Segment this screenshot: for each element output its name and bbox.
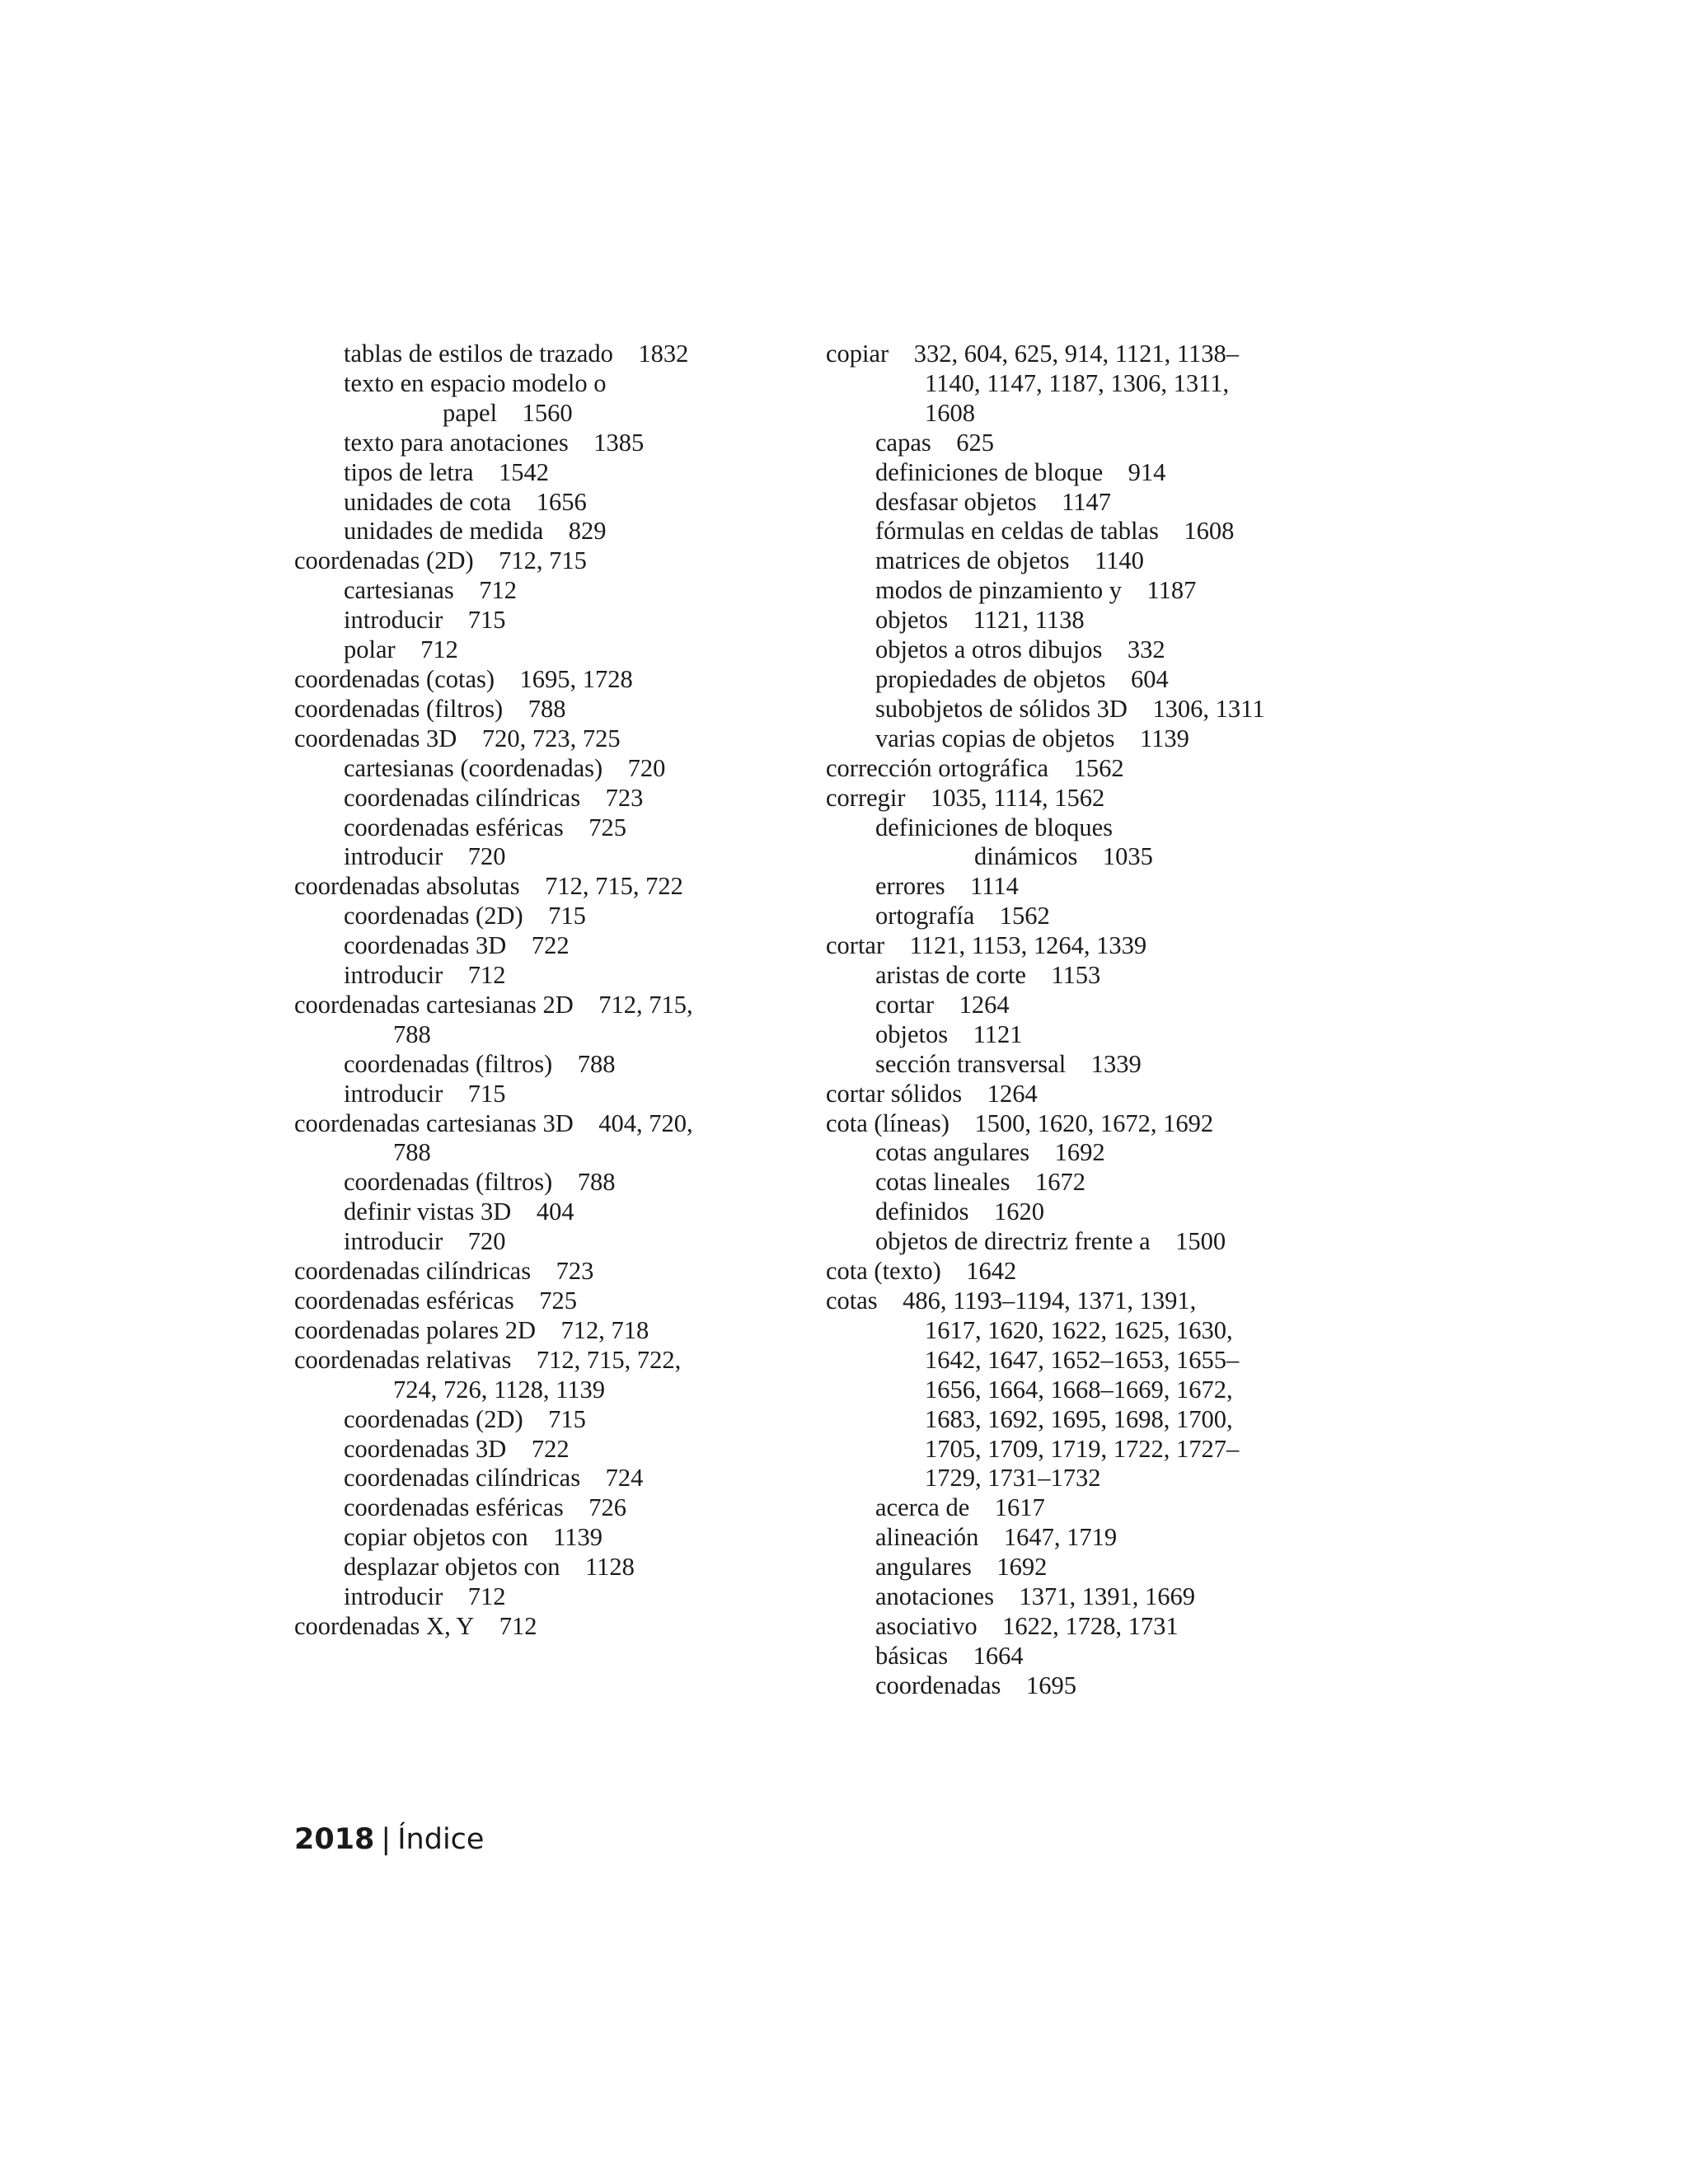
entry-term: cotas angulares — [875, 1138, 1030, 1167]
entry-page-refs: 712 — [499, 1611, 537, 1640]
entry-term: corrección ortográfica — [826, 753, 1049, 782]
index-subentry — [294, 813, 781, 843]
entry-term: introducir — [344, 961, 443, 990]
index-entry — [826, 1286, 1320, 1316]
entry-term: coordenadas esféricas — [344, 1493, 564, 1522]
index-continuation — [826, 842, 1320, 872]
index-entry — [826, 340, 1320, 369]
entry-term: cortar — [875, 990, 935, 1019]
index-subentry — [294, 517, 781, 546]
entry-term: cotas lineales — [875, 1168, 1010, 1197]
entry-term: coordenadas (2D) — [344, 902, 523, 930]
index-subentry — [826, 1168, 1320, 1197]
entry-page-refs: 720 — [467, 1227, 506, 1256]
entry-term: introducir — [344, 842, 443, 871]
entry-page-refs: 726 — [588, 1493, 626, 1522]
entry-page-refs: 1695 — [1025, 1671, 1076, 1699]
entry-term: ortografía — [875, 902, 975, 930]
entry-page-refs: 1608 — [1184, 517, 1235, 546]
entry-page-refs: 1139 — [553, 1523, 603, 1552]
entry-page-refs: 712, 715, 722, — [536, 1345, 682, 1374]
entry-term: unidades de cota — [344, 487, 512, 516]
index-entry — [294, 546, 781, 576]
entry-term: varias copias de objetos — [875, 724, 1115, 752]
entry-term: copiar — [826, 340, 889, 368]
entry-page-refs: 1121, 1153, 1264, 1339 — [909, 931, 1147, 960]
entry-page-refs: 1500 — [1175, 1227, 1226, 1256]
entry-page-refs: 715 — [467, 1079, 506, 1108]
entry-term: texto en espacio modelo o — [344, 368, 607, 397]
entry-page-refs: 1542 — [499, 457, 550, 486]
index-continuation — [826, 1376, 1320, 1405]
entry-page-refs: 1264 — [959, 990, 1010, 1019]
entry-term: unidades de medida — [344, 517, 544, 546]
entry-term: angulares — [875, 1553, 972, 1582]
entry-term: polar — [344, 635, 396, 664]
entry-page-refs: 486, 1193–1194, 1371, 1391, — [903, 1286, 1197, 1315]
index-subentry — [826, 1050, 1320, 1080]
entry-page-refs: 1147 — [1062, 487, 1112, 516]
index-subentry — [826, 813, 1320, 843]
index-subentry — [294, 606, 781, 635]
index-subentry — [826, 429, 1320, 458]
entry-term: fórmulas en celdas de tablas — [875, 517, 1159, 546]
entry-term: coordenadas 3D — [344, 1434, 507, 1463]
entry-page-refs: 1035, 1114, 1562 — [931, 783, 1105, 812]
index-subentry — [294, 784, 781, 813]
index-entry — [294, 1286, 781, 1316]
entry-term: tablas de estilos de trazado — [344, 340, 613, 368]
index-subentry — [826, 724, 1320, 754]
entry-term: coordenadas cartesianas 3D — [294, 1108, 574, 1137]
entry-page-refs: 788 — [393, 1138, 431, 1167]
footer-separator: | — [381, 1823, 392, 1856]
index-subentry — [294, 754, 781, 784]
index-subentry — [294, 902, 781, 931]
entry-term: capas — [875, 428, 931, 457]
page-footer — [294, 1823, 484, 1856]
entry-page-refs: 712 — [467, 961, 506, 990]
index-subentry — [826, 576, 1320, 606]
entry-page-refs: 715 — [548, 1404, 586, 1433]
entry-page-refs: 1695, 1728 — [519, 664, 633, 693]
index-subentry — [826, 695, 1320, 724]
entry-page-refs: 332 — [1127, 635, 1165, 664]
index-subentry — [294, 1464, 781, 1493]
entry-page-refs: 1187 — [1146, 576, 1197, 605]
entry-page-refs: 788 — [393, 1019, 431, 1048]
entry-term: coordenadas (cotas) — [294, 664, 495, 693]
entry-page-refs: 1622, 1728, 1731 — [1002, 1611, 1179, 1640]
index-entry — [294, 1257, 781, 1286]
index-subentry — [826, 1582, 1320, 1612]
entry-term: coordenadas (filtros) — [344, 1168, 553, 1197]
index-subentry — [294, 1553, 781, 1582]
entry-term: dinámicos — [974, 842, 1078, 871]
index-subentry — [294, 842, 781, 872]
index-continuation — [826, 369, 1320, 399]
entry-term: definiciones de bloques — [875, 813, 1113, 841]
entry-page-refs: 1729, 1731–1732 — [925, 1464, 1101, 1493]
entry-page-refs: 1672 — [1034, 1168, 1085, 1197]
entry-page-refs: 1705, 1709, 1719, 1722, 1727– — [925, 1434, 1240, 1463]
entry-page-refs: 1339 — [1090, 1049, 1142, 1078]
entry-page-refs: 788 — [528, 694, 566, 723]
index-continuation — [826, 1405, 1320, 1435]
entry-page-refs: 712, 715 — [499, 546, 587, 575]
index-entry — [826, 1257, 1320, 1286]
index-subentry — [294, 961, 781, 991]
entry-term: coordenadas esféricas — [294, 1286, 514, 1315]
entry-term: desfasar objetos — [875, 487, 1037, 516]
entry-page-refs: 725 — [539, 1286, 577, 1315]
entry-page-refs: 1264 — [987, 1079, 1038, 1108]
entry-term: objetos — [875, 1019, 949, 1048]
index-subentry — [294, 340, 781, 369]
index-subentry — [294, 429, 781, 458]
entry-page-refs: 1500, 1620, 1672, 1692 — [974, 1108, 1214, 1137]
index-continuation — [826, 399, 1320, 429]
entry-term: coordenadas X, Y — [294, 1611, 475, 1640]
index-subentry — [826, 1493, 1320, 1523]
entry-term: introducir — [344, 606, 443, 635]
entry-term: coordenadas cilíndricas — [344, 783, 581, 812]
index-entry — [294, 665, 781, 695]
entry-term: coordenadas esféricas — [344, 813, 564, 841]
index-continuation — [294, 1020, 781, 1050]
entry-term: coordenadas cilíndricas — [344, 1464, 581, 1493]
entry-term: coordenadas relativas — [294, 1345, 512, 1374]
entry-term: coordenadas 3D — [344, 931, 507, 960]
entry-page-refs: 722 — [531, 1434, 570, 1463]
entry-term: errores — [875, 872, 945, 901]
page-number: 2018 — [294, 1823, 375, 1856]
entry-term: coordenadas 3D — [294, 724, 457, 752]
entry-term: coordenadas (filtros) — [294, 694, 504, 723]
index-subentry — [294, 488, 781, 518]
index-subentry — [294, 1050, 781, 1080]
entry-term: cortar sólidos — [826, 1079, 963, 1108]
entry-page-refs: 1121 — [973, 1019, 1023, 1048]
entry-term: introducir — [344, 1582, 443, 1611]
index-entry — [294, 1316, 781, 1346]
entry-page-refs: 1306, 1311 — [1152, 694, 1265, 723]
entry-page-refs: 1620 — [994, 1197, 1045, 1226]
entry-page-refs: 1692 — [996, 1553, 1048, 1582]
entry-term: definiciones de bloque — [875, 457, 1104, 486]
entry-page-refs: 724 — [605, 1464, 644, 1493]
entry-page-refs: 1656 — [536, 487, 587, 516]
index-subentry — [294, 1493, 781, 1523]
index-subentry — [826, 517, 1320, 546]
entry-page-refs: 720, 723, 725 — [481, 724, 621, 752]
entry-page-refs: 720 — [467, 842, 506, 871]
entry-term: básicas — [875, 1641, 949, 1670]
entry-page-refs: 1664 — [973, 1641, 1024, 1670]
index-subentry — [826, 1020, 1320, 1050]
entry-page-refs: 1562 — [999, 902, 1050, 930]
index-entry — [294, 872, 781, 902]
entry-term: coordenadas (2D) — [344, 1404, 523, 1433]
entry-page-refs: 1139 — [1140, 724, 1189, 752]
entry-term: asociativo — [875, 1611, 978, 1640]
entry-page-refs: 722 — [531, 931, 570, 960]
index-entry — [826, 931, 1320, 961]
index-subentry — [826, 1612, 1320, 1642]
index-entry — [294, 991, 781, 1020]
entry-page-refs: 332, 604, 625, 914, 1121, 1138– — [913, 340, 1239, 368]
entry-term: propiedades de objetos — [875, 664, 1106, 693]
entry-term: modos de pinzamiento y — [875, 576, 1123, 605]
entry-page-refs: 1562 — [1073, 753, 1124, 782]
entry-term: anotaciones — [875, 1582, 994, 1611]
index-subentry — [294, 458, 781, 488]
index-subentry — [826, 1197, 1320, 1227]
entry-term: cota (líneas) — [826, 1108, 950, 1137]
entry-term: copiar objetos con — [344, 1523, 528, 1552]
entry-page-refs: 829 — [568, 517, 607, 546]
index-subentry — [826, 991, 1320, 1020]
index-subentry — [826, 1227, 1320, 1257]
entry-page-refs: 725 — [588, 813, 626, 841]
entry-term: coordenadas (filtros) — [344, 1049, 553, 1078]
entry-page-refs: 625 — [956, 428, 994, 457]
entry-page-refs: 715 — [548, 902, 586, 930]
index-subentry — [294, 1227, 781, 1257]
entry-term: objetos de directriz frente a — [875, 1227, 1151, 1256]
entry-page-refs: 1140, 1147, 1187, 1306, 1311, — [925, 368, 1230, 397]
entry-term: coordenadas cilíndricas — [294, 1257, 532, 1286]
entry-page-refs: 788 — [577, 1049, 616, 1078]
entry-page-refs: 1617, 1620, 1622, 1625, 1630, — [925, 1315, 1233, 1344]
entry-term: texto para anotaciones — [344, 428, 569, 457]
entry-term: cartesianas — [344, 576, 454, 605]
entry-page-refs: 1692 — [1054, 1138, 1105, 1167]
entry-page-refs: 1153 — [1051, 961, 1101, 990]
entry-page-refs: 720 — [627, 753, 666, 782]
entry-term: coordenadas (2D) — [294, 546, 474, 575]
entry-term: matrices de objetos — [875, 546, 1070, 575]
entry-page-refs: 1832 — [638, 340, 689, 368]
index-entry — [294, 1612, 781, 1642]
index-continuation — [826, 1316, 1320, 1346]
index-subentry — [826, 635, 1320, 665]
index-entry — [826, 1080, 1320, 1109]
index-subentry — [826, 458, 1320, 488]
index-subentry — [826, 872, 1320, 902]
entry-term: desplazar objetos con — [344, 1553, 560, 1582]
index-subentry — [294, 1080, 781, 1109]
index-subentry — [294, 635, 781, 665]
index-subentry — [826, 1553, 1320, 1582]
entry-page-refs: 914 — [1128, 457, 1166, 486]
entry-term: coordenadas — [875, 1671, 1001, 1699]
index-continuation — [826, 1346, 1320, 1376]
entry-term: sección transversal — [875, 1049, 1067, 1078]
entry-term: alineación — [875, 1523, 979, 1552]
entry-page-refs: 604 — [1131, 664, 1169, 693]
entry-page-refs: 723 — [556, 1257, 594, 1286]
entry-term: cortar — [826, 931, 885, 960]
entry-page-refs: 788 — [577, 1168, 616, 1197]
entry-page-refs: 404 — [536, 1197, 574, 1226]
index-subentry — [826, 1138, 1320, 1168]
index-subentry — [294, 1197, 781, 1227]
entry-page-refs: 1128 — [585, 1553, 635, 1582]
index-column-right — [826, 340, 1320, 1701]
entry-page-refs: 712 — [479, 576, 518, 605]
entry-term: definir vistas 3D — [344, 1197, 512, 1226]
index-entry — [294, 1346, 781, 1376]
index-subentry — [294, 1168, 781, 1197]
entry-page-refs: 404, 720, — [598, 1108, 693, 1137]
entry-page-refs: 712 — [420, 635, 458, 664]
index-subentry — [826, 1642, 1320, 1671]
entry-page-refs: 1642 — [966, 1257, 1017, 1286]
entry-page-refs: 1647, 1719 — [1003, 1523, 1118, 1552]
index-entry — [826, 754, 1320, 784]
index-subentry — [826, 488, 1320, 518]
index-subentry — [826, 665, 1320, 695]
entry-term: coordenadas cartesianas 2D — [294, 990, 574, 1019]
entry-term: acerca de — [875, 1493, 970, 1522]
index-subentry — [294, 1582, 781, 1612]
entry-term: papel — [443, 398, 498, 427]
entry-page-refs: 1642, 1647, 1652–1653, 1655– — [925, 1345, 1240, 1374]
entry-page-refs: 1121, 1138 — [973, 606, 1085, 635]
entry-term: tipos de letra — [344, 457, 474, 486]
entry-term: cartesianas (coordenadas) — [344, 753, 603, 782]
entry-page-refs: 1385 — [593, 428, 645, 457]
index-subentry — [826, 902, 1320, 931]
entry-term: cotas — [826, 1286, 878, 1315]
index-subentry — [294, 1405, 781, 1435]
entry-term: coordenadas polares 2D — [294, 1315, 537, 1344]
index-entry — [294, 695, 781, 724]
entry-page-refs: 1140 — [1094, 546, 1144, 575]
entry-page-refs: 712, 715, 722 — [545, 872, 683, 901]
index-subentry — [294, 369, 781, 399]
index-subentry — [294, 576, 781, 606]
entry-page-refs: 1560 — [522, 398, 573, 427]
index-subentry — [826, 1671, 1320, 1701]
entry-term: coordenadas absolutas — [294, 872, 520, 901]
entry-page-refs: 715 — [467, 606, 506, 635]
entry-page-refs: 1683, 1692, 1695, 1698, 1700, — [925, 1404, 1233, 1433]
entry-term: introducir — [344, 1227, 443, 1256]
index-subentry — [826, 1523, 1320, 1553]
entry-term: introducir — [344, 1079, 443, 1108]
entry-page-refs: 1371, 1391, 1669 — [1019, 1582, 1195, 1611]
index-subentry — [826, 546, 1320, 576]
entry-page-refs: 712, 715, — [598, 990, 693, 1019]
index-column-left — [294, 340, 781, 1642]
entry-term: objetos — [875, 606, 949, 635]
index-continuation — [294, 1376, 781, 1405]
index-continuation — [826, 1435, 1320, 1465]
index-entry — [826, 1109, 1320, 1139]
entry-page-refs: 1035 — [1102, 842, 1153, 871]
entry-page-refs: 724, 726, 1128, 1139 — [393, 1375, 605, 1404]
index-subentry — [294, 1435, 781, 1465]
entry-page-refs: 1608 — [925, 398, 975, 427]
entry-page-refs: 712, 718 — [560, 1315, 649, 1344]
index-entry — [826, 784, 1320, 813]
entry-term: objetos a otros dibujos — [875, 635, 1103, 664]
entry-page-refs: 712 — [467, 1582, 506, 1611]
entry-term: aristas de corte — [875, 961, 1026, 990]
entry-page-refs: 1656, 1664, 1668–1669, 1672, — [925, 1375, 1233, 1404]
index-subentry — [294, 931, 781, 961]
entry-page-refs: 723 — [605, 783, 644, 812]
index-entry — [294, 724, 781, 754]
index-continuation — [294, 399, 781, 429]
entry-term: corregir — [826, 783, 906, 812]
index-subentry — [826, 606, 1320, 635]
entry-page-refs: 1114 — [970, 872, 1019, 901]
index-entry — [294, 1109, 781, 1139]
index-subentry — [294, 1523, 781, 1553]
section-title: Índice — [397, 1823, 485, 1856]
entry-page-refs: 1617 — [994, 1493, 1045, 1522]
index-continuation — [826, 1464, 1320, 1493]
entry-term: subobjetos de sólidos 3D — [875, 694, 1128, 723]
entry-term: cota (texto) — [826, 1257, 941, 1286]
entry-term: definidos — [875, 1197, 969, 1226]
index-subentry — [826, 961, 1320, 991]
index-continuation — [294, 1138, 781, 1168]
